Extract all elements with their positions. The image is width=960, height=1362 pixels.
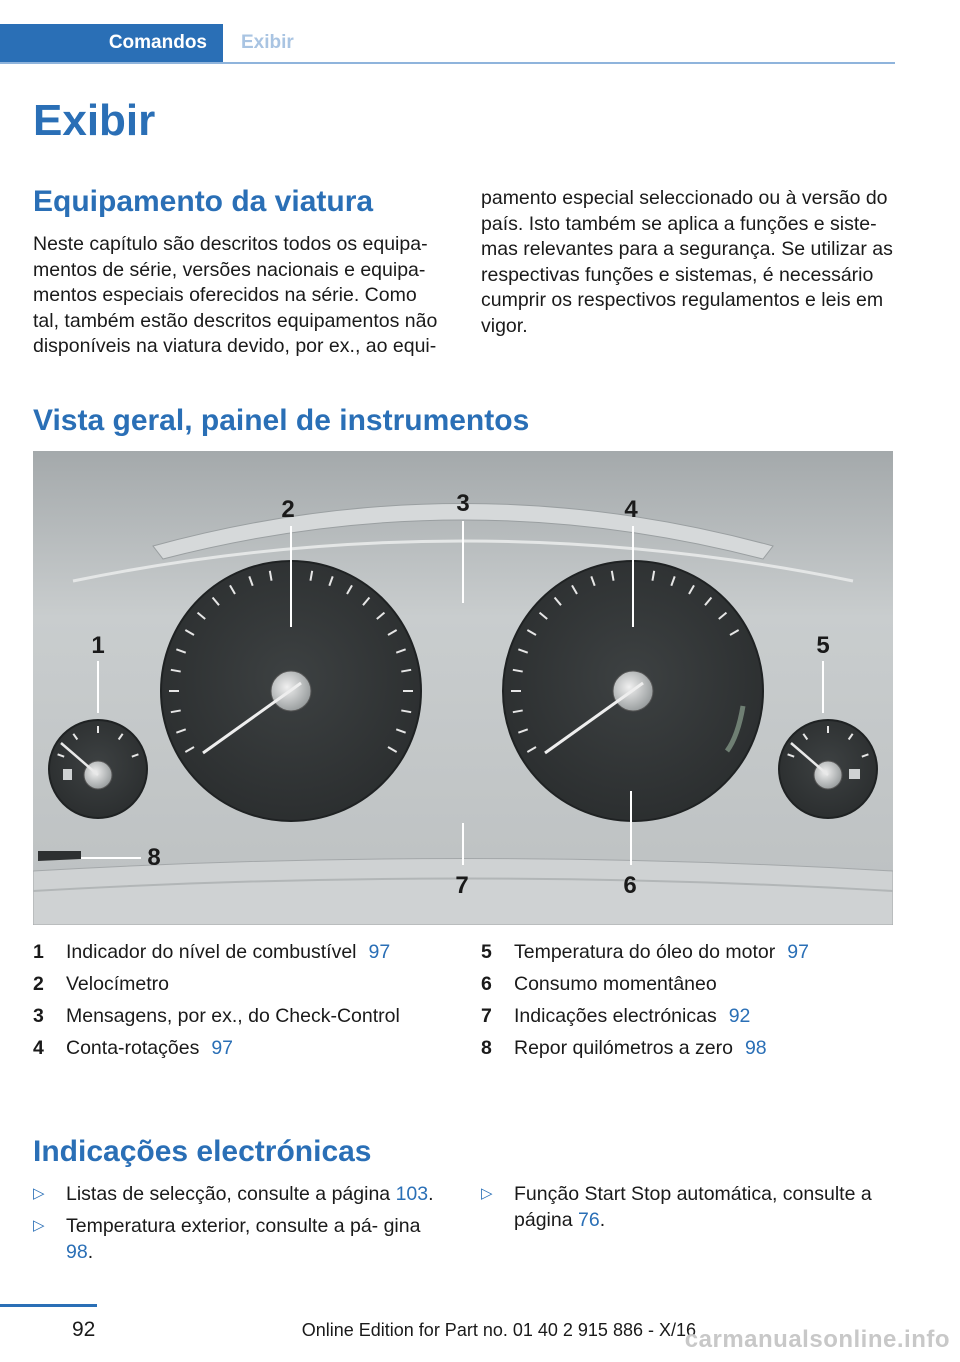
legend-num: 8 [481,1037,492,1059]
bullet-item [33,1213,426,1265]
text-line: mentos de série, versões nacionais e equipa- [33,258,426,281]
legend-num: 3 [33,1005,44,1027]
legend-item [33,970,443,1002]
bullet-text: Função Start Stop automática, consulte a página [514,1183,872,1231]
bullet-tail: . [428,1183,434,1205]
legend-text: Repor quilómetros a zero [514,1037,733,1059]
heading-electronic: Indicações electrónicas [33,1135,372,1168]
text-line: país. Isto também se aplica a funções e siste- [481,212,877,235]
page-ref-link[interactable]: 92 [728,1005,751,1027]
page-ref-link[interactable]: 98 [66,1241,88,1263]
page-ref-link[interactable]: 97 [787,941,809,963]
instrument-cluster-illustration [33,451,893,925]
page-ref-link[interactable]: 103 [395,1183,429,1205]
legend-item [33,1034,443,1066]
legend-text: Indicador do nível de combustível [66,941,357,963]
legend-item [33,938,443,970]
page-ref-link[interactable]: 97 [368,941,391,963]
page-ref-link[interactable]: 98 [744,1037,767,1059]
bullets-right [481,1181,901,1239]
bullet-triangle-icon: ▷ [481,1185,493,1202]
text-line: tal, também estão descritos equipamentos não [33,309,438,332]
text-line: cumprir os respectivos regulamentos e leis em [481,289,884,311]
bullet-tail: . [599,1209,606,1231]
text-line: disponíveis na viatura devido, por ex., ao equi- [33,335,437,357]
bullets-left [33,1181,453,1271]
watermark: carmanualsonline.info [684,1326,950,1353]
header-tabs [0,24,895,64]
equipment-text-col2 [481,186,901,339]
instrument-cluster-figure [33,451,893,925]
callout-3: 3 [456,490,470,517]
text-line: mas relevantes para a segurança. Se utilizar as [481,238,893,260]
legend-item [481,1034,891,1066]
bullet-item [33,1181,453,1207]
text-line: mentos especiais oferecidos na série. Como [33,284,417,306]
legend-num: 4 [33,1037,44,1059]
bullet-triangle-icon: ▷ [33,1217,45,1234]
legend-text: Consumo momentâneo [514,973,717,995]
equipment-text-col1 [33,232,453,360]
tab-exibir[interactable]: Exibir [241,32,294,53]
legend-item [33,1002,443,1034]
bullet-text: Temperatura exterior, consulte a pá- gina [66,1215,421,1237]
text-line: Neste capítulo são descritos todos os equipa- [33,233,428,255]
bullet-item [481,1181,904,1233]
edition-note: Online Edition for Part no. 01 40 2 915 886 - X/16 [301,1320,696,1340]
page-ref-link[interactable]: 76 [577,1209,600,1231]
legend-text: Velocímetro [66,973,169,995]
text-line: respectivas funções e sistemas, é necessário [481,263,874,286]
legend-num: 7 [481,1005,492,1027]
bullet-text: Listas de selecção, consulte a página [66,1183,391,1205]
callout-8: 8 [147,844,161,871]
bullet-tail: . [87,1241,94,1263]
callout-2: 2 [281,496,295,523]
legend-num: 1 [33,941,44,963]
callout-4: 4 [624,496,638,523]
legend-item [481,970,891,1002]
page-title: Exibir [33,96,156,145]
legend-text: Indicações electrónicas [514,1005,717,1027]
text-line: vigor. [481,314,528,337]
heading-overview: Vista geral, painel de instrumentos [33,404,530,437]
page-number: 92 [72,1318,96,1341]
tab-comandos[interactable]: Comandos [0,24,223,62]
legend-text: Temperatura do óleo do motor [514,941,776,963]
legend-num: 6 [481,973,492,995]
callout-7: 7 [455,872,469,899]
heading-equipment: Equipamento da viatura [33,185,374,218]
legend-text: Conta-rotações [66,1037,200,1059]
legend-num: 5 [481,941,492,963]
text-line: pamento especial seleccionado ou à versão do [481,187,888,209]
callout-5: 5 [816,632,830,659]
legend-text: Mensagens, por ex., do Check-Control [66,1005,400,1027]
legend-num: 2 [33,973,44,995]
legend-item [481,1002,891,1034]
legend-item [481,938,891,970]
footer-accent-bar [0,1304,97,1307]
callout-1: 1 [91,632,105,659]
legend-right [481,938,891,1066]
legend-left [33,938,443,1066]
callout-6: 6 [623,872,637,899]
page-ref-link[interactable]: 97 [211,1037,234,1059]
bullet-triangle-icon: ▷ [33,1185,45,1202]
